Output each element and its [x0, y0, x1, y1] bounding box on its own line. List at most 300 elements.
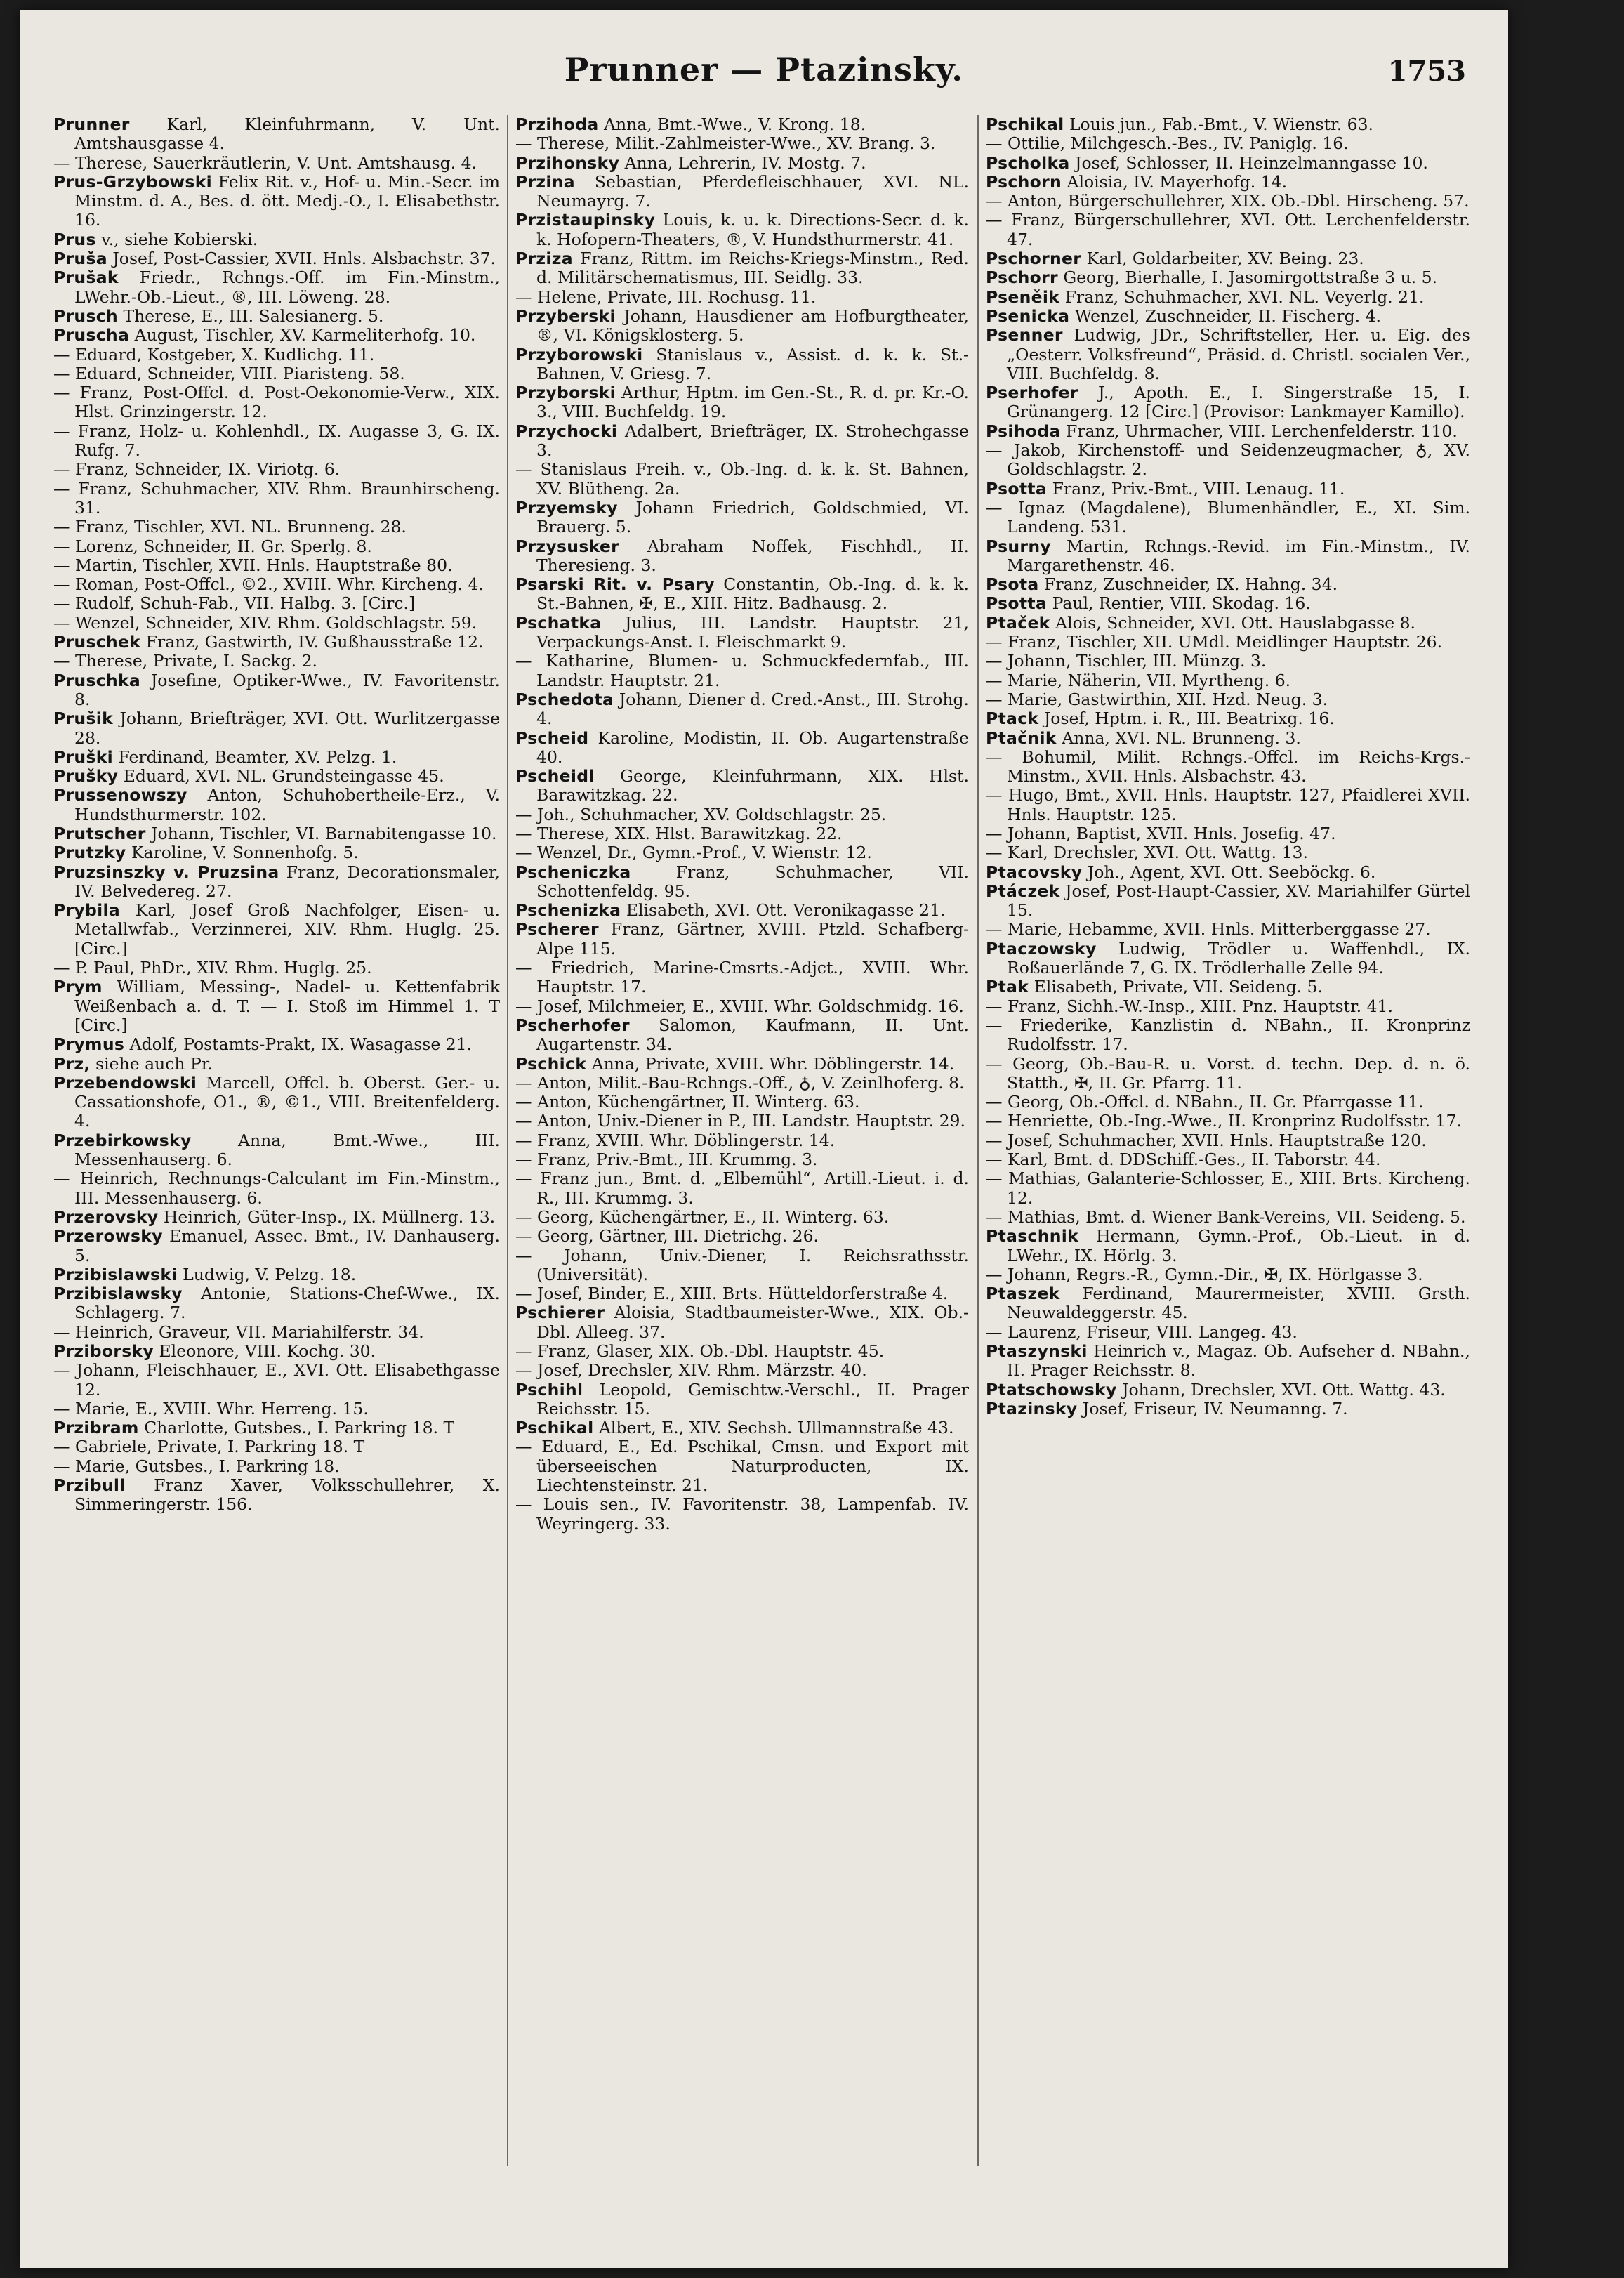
entry-details: J., Apoth. E., I. Singerstraße 15, I. Grünangerg. 12 [Circ.] (Provisor: Lankmayer Kamillo). [1007, 383, 1470, 422]
directory-entry [53, 1208, 500, 1227]
directory-entry [986, 422, 1470, 441]
entry-details: William, Messing-, Nadel- u. Kettenfabrik Weißenbach a. d. T. — I. Stoß im Himmel 1. T [Circ.] [74, 977, 500, 1035]
directory-entry [515, 1303, 969, 1342]
entry-details: Franz, Zuschneider, IX. Hahng. 34. [1044, 574, 1338, 595]
entry-details: Antonie, Stations-Chef-Wwe., IX. Schlagerg. 7. [74, 1284, 500, 1323]
entry-details: — Therese, Milit.-Zahlmeister-Wwe., XV. Brang. 3. [515, 133, 936, 154]
entry-details: Eleonore, VIII. Kochg. 30. [159, 1341, 376, 1361]
entry-details: — Johann, Regrs.-R., Gymn.-Dir., ✠, IX. Hörlgasse 3. [986, 1264, 1423, 1284]
directory-entry [515, 824, 969, 843]
entry-surname: Pschorner [986, 249, 1082, 269]
directory-entry [515, 901, 969, 920]
entry-details: — Johann, Tischler, III. Münzg. 3. [986, 651, 1267, 671]
entry-surname: Prušky [53, 766, 119, 786]
entry-details: Constantin, Ob.-Ing. d. k. k. St.-Bahnen, ✠, E., XIII. Hitz. Badhausg. 2. [536, 574, 969, 614]
directory-entry [986, 614, 1470, 633]
entry-details: Franz, Schuhmacher, VII. Schottenfeldg. 95. [536, 862, 969, 901]
directory-entry [986, 671, 1470, 690]
entry-surname: Pschikal [515, 1418, 594, 1438]
directory-entry [515, 499, 969, 537]
entry-surname: Psotta [986, 593, 1048, 614]
entry-surname: Ptaczowsky [986, 938, 1097, 959]
directory-entry [515, 1131, 969, 1150]
directory-entry [53, 173, 500, 230]
directory-entry [53, 843, 500, 862]
directory-entry [515, 345, 969, 384]
directory-entry [986, 920, 1470, 939]
entry-surname: Psurny [986, 536, 1051, 556]
entry-details: Karl, Josef Groß Nachfolger, Eisen- u. Metallwfab., Verzinnerei, XIV. Rhm. Huglg. 25. [Circ.] [74, 900, 500, 959]
entry-details: Franz, Priv.-Bmt., VIII. Lenaug. 11. [1052, 478, 1345, 499]
entry-details: Karoline, V. Sonnenhofg. 5. [131, 843, 359, 863]
directory-entry [986, 173, 1470, 192]
entry-surname: Prziborsky [53, 1341, 154, 1361]
directory-entry [515, 997, 969, 1016]
directory-entry [515, 1227, 969, 1246]
entry-details: Therese, E., III. Salesianerg. 5. [123, 305, 384, 326]
entry-details: — Josef, Drechsler, XIV. Rhm. Märzstr. 40. [515, 1360, 867, 1381]
directory-entry [515, 154, 969, 173]
entry-surname: Ptack [986, 709, 1039, 729]
directory-entry [515, 115, 969, 134]
entry-surname: Prušak [53, 268, 119, 288]
page-number: 1753 [1387, 55, 1466, 88]
entry-surname: Prus-Grzybowski [53, 171, 213, 192]
directory-entry [986, 1381, 1470, 1400]
entry-details: — Georg, Gärtner, III. Dietrichg. 26. [515, 1226, 819, 1246]
directory-entry [515, 767, 969, 805]
column-1 [53, 115, 500, 2166]
directory-entry [986, 1131, 1470, 1150]
entry-details: — Jakob, Kirchenstoff- und Seidenzeugmacher, ♁, XV. Goldschlagstr. 2. [986, 440, 1470, 480]
entry-details: Martin, Rchngs.-Revid. im Fin.-Minstm., IV. Margarethenstr. 46. [1007, 536, 1470, 575]
directory-entry [986, 307, 1470, 326]
directory-entry [515, 307, 969, 345]
directory-entry [515, 652, 969, 690]
entry-surname: Pschihl [515, 1379, 583, 1400]
directory-entry [986, 1150, 1470, 1169]
entry-surname: Prybila [53, 900, 121, 921]
directory-entry [515, 1074, 969, 1093]
entry-details: Felix Rit. v., Hof- u. Min.-Secr. im Minstm. d. A., Bes. d. ött. Medj.-O., I. Elisabethstr. 16. [74, 171, 500, 230]
entry-details: — Marie, Näherin, VII. Myrtheng. 6. [986, 670, 1291, 690]
directory-entry [53, 709, 500, 748]
entry-surname: Pschierer [515, 1303, 605, 1323]
directory-entry [53, 1457, 500, 1476]
entry-surname: Przyemsky [515, 497, 618, 518]
directory-entry [986, 1093, 1470, 1112]
entry-details: Ludwig, JDr., Schriftsteller, Her. u. Eig. des „Oesterr. Volksfreund“, Präsid. d. Christl. socialen Ver., VIII. Buchfeldg. 8. [1007, 325, 1470, 383]
entry-details: Franz, Gärtner, XVIII. Ptzld. Schafberg-Alpe 115. [536, 919, 969, 959]
directory-entry [515, 1112, 969, 1131]
directory-entry [515, 1150, 969, 1169]
entry-surname: Pscheidl [515, 766, 595, 786]
entry-details: — Josef, Schuhmacher, XVII. Hnls. Hauptstraße 120. [986, 1130, 1427, 1150]
directory-entry [53, 230, 500, 249]
entry-details: — Marie, Gastwirthin, XII. Hzd. Neug. 3. [986, 689, 1328, 709]
entry-surname: Psenicka [986, 305, 1070, 326]
directory-entry [986, 192, 1470, 211]
entry-details: — Karl, Drechsler, XVI. Ott. Wattg. 13. [986, 843, 1308, 863]
entry-details: — Laurenz, Friseur, VIII. Langeg. 43. [986, 1322, 1298, 1342]
directory-entry [515, 249, 969, 288]
entry-details: — Stanislaus Freih. v., Ob.-Ing. d. k. k. St. Bahnen, XV. Blütheng. 2a. [515, 459, 969, 499]
directory-entry [986, 1323, 1470, 1342]
entry-details: Anna, XVI. NL. Brunneng. 3. [1062, 727, 1301, 748]
directory-entry [515, 690, 969, 729]
directory-entry [53, 1055, 500, 1074]
entry-details: Karl, Goldarbeiter, XV. Being. 23. [1086, 249, 1364, 269]
directory-entry [53, 268, 500, 307]
entry-details: Karoline, Modistin, II. Ob. Augartenstraße 40. [536, 727, 969, 767]
directory-entry [53, 460, 500, 479]
entry-surname: Psihoda [986, 421, 1061, 441]
entry-surname: Pschorr [986, 268, 1058, 288]
entry-details: — Ottilie, Milchgesch.-Bes., IV. Paniglg. 16. [986, 133, 1349, 154]
directory-entry [515, 134, 969, 153]
entry-surname: Przibram [53, 1418, 139, 1438]
directory-entry [986, 1227, 1470, 1265]
directory-entry [986, 709, 1470, 728]
entry-surname: Pschorn [986, 171, 1062, 192]
entry-surname: Psotta [986, 478, 1048, 499]
entry-details: — Franz, Holz- u. Kohlenhdl., IX. Augasse 3, G. IX. Rufg. 7. [53, 421, 500, 461]
directory-entry [53, 556, 500, 575]
entry-surname: Ptacovsky [986, 862, 1083, 882]
entry-surname: Pruški [53, 746, 114, 767]
entry-details: — Therese, Sauerkräutlerin, V. Unt. Amtshausg. 4. [53, 152, 477, 173]
entry-surname: Przibislawski [53, 1264, 178, 1284]
directory-entry [515, 575, 969, 614]
entry-details: — Marie, E., XVIII. Whr. Herreng. 15. [53, 1398, 369, 1418]
entry-details: Johann, Hausdiener am Hofburgtheater, ®, VI. Königsklosterg. 5. [536, 305, 969, 345]
entry-details: — Martin, Tischler, XVII. Hnls. Hauptstraße 80. [53, 555, 453, 575]
directory-entry [986, 882, 1470, 921]
directory-entry [515, 1361, 969, 1380]
entry-details: Alois, Schneider, XVI. Ott. Hauslabgasse 8. [1055, 612, 1416, 633]
entry-details: Ferdinand, Maurermeister, XVIII. Grsth. Neuwaldeggerstr. 45. [1007, 1284, 1470, 1323]
entry-details: — Johann, Univ.-Diener, I. Reichsrathsstr. (Universität). [515, 1245, 969, 1284]
entry-surname: Pschick [515, 1053, 587, 1074]
directory-entry [53, 575, 500, 594]
column-divider [977, 115, 979, 2166]
directory-entry [53, 1265, 500, 1284]
entry-details: Franz, Rittm. im Reichs-Kriegs-Minstm., Red. d. Militärschematismus, III. Seidlg. 33. [536, 249, 969, 288]
directory-entry [986, 843, 1470, 862]
directory-entry [53, 748, 500, 767]
entry-surname: Pscheniczka [515, 862, 631, 882]
directory-entry [515, 1495, 969, 1534]
entry-details: Elisabeth, XVI. Ott. Veronikagasse 21. [626, 900, 946, 921]
entry-details: Heinrich, Güter-Insp., IX. Müllnerg. 13. [163, 1206, 496, 1227]
entry-details: Arthur, Hptm. im Gen.-St., R. d. pr. Kr.-O. 3., VIII. Buchfeldg. 19. [536, 383, 969, 422]
entry-surname: Ptaček [986, 612, 1050, 633]
directory-entry [986, 824, 1470, 843]
entry-surname: Prusch [53, 305, 118, 326]
entry-details: — Franz jun., Bmt. d. „Elbemühl“, Artill.-Lieut. i. d. R., III. Krummg. 3. [515, 1168, 969, 1208]
entry-details: — Franz, Post-Offcl. d. Post-Oekonomie-Verw., XIX. Hlst. Grinzingerstr. 12. [53, 383, 500, 422]
entry-surname: Przibull [53, 1475, 126, 1496]
entry-surname: Prym [53, 977, 103, 997]
directory-entry [515, 959, 969, 997]
entry-surname: Psenner [986, 325, 1063, 345]
directory-entry [986, 594, 1470, 613]
entry-surname: Psota [986, 574, 1039, 595]
directory-entry [53, 326, 500, 345]
directory-entry [53, 1342, 500, 1361]
entry-surname: Prutscher [53, 823, 146, 843]
entry-details: Abraham Noffek, Fischhdl., II. Theresieng. 3. [536, 536, 969, 575]
entry-surname: Przistaupinsky [515, 210, 656, 230]
directory-entry [986, 977, 1470, 996]
entry-details: — Josef, Milchmeier, E., XVIII. Whr. Goldschmidg. 16. [515, 996, 964, 1016]
directory-entry [515, 1284, 969, 1303]
entry-surname: Pscherer [515, 919, 599, 940]
entry-details: — Franz, Sichh.-W.-Insp., XIII. Pnz. Hauptstr. 41. [986, 996, 1393, 1016]
entry-details: August, Tischler, XV. Karmeliterhofg. 10. [134, 325, 476, 345]
directory-entry [986, 1342, 1470, 1381]
entry-details: — Eduard, Schneider, VIII. Piaristeng. 58. [53, 363, 405, 383]
entry-details: Charlotte, Gutsbes., I. Parkring 18. T [144, 1418, 455, 1438]
directory-entry [515, 1381, 969, 1419]
entry-surname: Ptazinsky [986, 1398, 1078, 1418]
directory-entry [53, 345, 500, 364]
directory-entry [986, 268, 1470, 287]
directory-entry [986, 537, 1470, 576]
entry-surname: Psarski Rit. v. Psary [515, 574, 715, 595]
entry-details: — Wenzel, Dr., Gymn.-Prof., V. Wienstr. 12. [515, 843, 872, 863]
entry-details: — Rudolf, Schuh-Fab., VII. Halbg. 3. [Circ.] [53, 593, 416, 614]
entry-details: Friedr., Rchngs.-Off. im Fin.-Minstm., LWehr.-Ob.-Lieut., ®, III. Löweng. 28. [74, 268, 500, 307]
entry-surname: Przebirkowsky [53, 1130, 192, 1150]
directory-entry [515, 920, 969, 959]
directory-entry [986, 1169, 1470, 1208]
directory-entry [53, 767, 500, 786]
directory-entry [53, 671, 500, 710]
entry-details: — Wenzel, Schneider, XIV. Rhm. Goldschlagstr. 59. [53, 612, 477, 633]
entry-surname: Przihoda [515, 115, 599, 134]
entry-details: Paul, Rentier, VIII. Skodag. 16. [1052, 593, 1311, 614]
directory-entry [53, 633, 500, 652]
entry-details: — Franz, Schuhmacher, XIV. Rhm. Braunhirscheng. 31. [53, 478, 500, 518]
entry-surname: Pserhofer [986, 383, 1078, 403]
entry-details: — Franz, Tischler, XVI. NL. Brunneng. 28. [53, 517, 407, 537]
directory-entry [515, 1208, 969, 1227]
entry-details: — Therese, Private, I. Sackg. 2. [53, 651, 318, 671]
directory-entry [515, 1418, 969, 1437]
directory-entry [515, 537, 969, 576]
directory-entry [986, 1016, 1470, 1055]
entry-details: Anna, Bmt.-Wwe., V. Krong. 18. [603, 115, 866, 134]
directory-entry [53, 1400, 500, 1418]
entry-details: siehe auch Pr. [95, 1053, 213, 1074]
directory-page [20, 10, 1508, 2268]
column-3 [986, 115, 1470, 2166]
directory-entry [53, 614, 500, 633]
entry-details: — Helene, Private, III. Rochusg. 11. [515, 287, 817, 307]
entry-details: Johann Friedrich, Goldschmied, VI. Brauerg. 5. [536, 497, 969, 537]
entry-details: — Joh., Schuhmacher, XV. Goldschlagstr. 25. [515, 804, 887, 824]
entry-details: — Georg, Küchengärtner, E., II. Winterg. 63. [515, 1206, 890, 1227]
entry-details: — Eduard, Kostgeber, X. Kudlichg. 11. [53, 344, 375, 364]
entry-details: — Bohumil, Milit. Rchngs.-Offcl. im Reichs-Krgs.-Minstm., XVII. Hnls. Alsbachstr. 43. [986, 746, 1470, 786]
entry-surname: Ptatschowsky [986, 1379, 1117, 1400]
entry-surname: Ptáczek [986, 881, 1060, 901]
entry-details: Salomon, Kaufmann, II. Unt. Augartenstr. 34. [536, 1015, 969, 1055]
entry-details: — Friedrich, Marine-Cmsrts.-Adjct., XVIII. Whr. Hauptstr. 17. [515, 958, 969, 997]
entry-details: — Mathias, Bmt. d. Wiener Bank-Vereins, VII. Seideng. 5. [986, 1206, 1466, 1227]
entry-details: — Katharine, Blumen- u. Schmuckfedernfab., III. Landstr. Hauptstr. 21. [515, 651, 969, 690]
directory-entry [515, 843, 969, 862]
directory-entry [515, 211, 969, 249]
entry-details: — Heinrich, Rechnungs-Calculant im Fin.-Minstm., III. Messenhauserg. 6. [53, 1168, 500, 1208]
directory-entry [515, 173, 969, 211]
directory-entry [986, 441, 1470, 480]
directory-entry [53, 383, 500, 422]
entry-details: — Louis sen., IV. Favoritenstr. 38, Lampenfab. IV. Weyringerg. 33. [515, 1494, 969, 1534]
directory-entry [53, 786, 500, 824]
entry-surname: Prušik [53, 709, 114, 729]
entry-details: Johann, Briefträger, XVI. Ott. Wurlitzergasse 28. [74, 709, 500, 748]
entry-details: Franz, Gastwirth, IV. Gußhausstraße 12. [145, 632, 484, 652]
entry-details: — Mathias, Galanterie-Schlosser, E., XIII. Brts. Kircheng. 12. [986, 1168, 1470, 1208]
directory-entry [53, 1074, 500, 1131]
entry-details: — Henriette, Ob.-Ing.-Wwe., II. Kronprinz Rudolfsstr. 17. [986, 1111, 1462, 1131]
directory-entry [53, 364, 500, 383]
entry-details: Josef, Post-Cassier, XVII. Hnls. Alsbachstr. 37. [112, 249, 496, 269]
entry-details: Sebastian, Pferdefleischhauer, XVI. NL. Neumayrg. 7. [536, 171, 969, 211]
entry-surname: Ptačnik [986, 727, 1057, 748]
entry-details: — Franz, XVIII. Whr. Döblingerstr. 14. [515, 1130, 836, 1150]
directory-entry [515, 1016, 969, 1055]
entry-details: — Johann, Baptist, XVII. Hnls. Josefig. 47. [986, 823, 1336, 843]
entry-details: — Franz, Schneider, IX. Viriotg. 6. [53, 459, 341, 480]
entry-surname: Pschenizka [515, 900, 621, 921]
directory-entry [53, 154, 500, 173]
entry-details: — Marie, Gutsbes., I. Parkring 18. [53, 1456, 340, 1476]
entry-details: — Heinrich, Graveur, VII. Mariahilferstr. 34. [53, 1322, 424, 1342]
directory-entry [986, 383, 1470, 422]
entry-details: Franz Xaver, Volksschullehrer, X. Simmeringerstr. 156. [74, 1475, 500, 1515]
entry-details: Adalbert, Briefträger, IX. Strohechgasse 3. [536, 421, 969, 461]
entry-details: Adolf, Postamts-Prakt, IX. Wasagasse 21. [129, 1034, 473, 1055]
directory-entry [53, 1227, 500, 1265]
directory-entry [53, 249, 500, 268]
entry-details: Louis jun., Fab.-Bmt., V. Wienstr. 63. [1069, 115, 1374, 134]
directory-entry [986, 499, 1470, 537]
entry-details: Josef, Hptm. i. R., III. Beatrixg. 16. [1043, 709, 1335, 729]
entry-details: Josef, Friseur, IV. Neumanng. 7. [1082, 1398, 1348, 1418]
entry-surname: Pscherhofer [515, 1015, 630, 1035]
directory-entry [53, 1169, 500, 1208]
directory-entry [986, 690, 1470, 709]
entry-details: Johann, Diener d. Cred.-Anst., III. Strohg. 4. [536, 689, 969, 729]
directory-entry [986, 480, 1470, 499]
entry-details: Ludwig, Trödler u. Waffenhdl., IX. Roßauerlände 7, G. IX. Trödlerhalle Zelle 94. [1007, 938, 1470, 978]
directory-entry [53, 115, 500, 154]
entry-surname: Pschedota [515, 689, 614, 709]
directory-entry [53, 959, 500, 977]
directory-entry [53, 1476, 500, 1515]
directory-entry [53, 1035, 500, 1054]
entry-details: Heinrich v., Magaz. Ob. Aufseher d. NBahn., II. Prager Reichsstr. 8. [1007, 1341, 1470, 1381]
entry-details: Franz, Schuhmacher, XVI. NL. Veyerlg. 21. [1064, 287, 1425, 307]
entry-surname: Ptaszynski [986, 1341, 1088, 1361]
entry-details: Stanislaus v., Assist. d. k. k. St.-Bahnen, V. Griesg. 7. [536, 344, 969, 383]
entry-surname: Przychocki [515, 421, 618, 441]
directory-entry [986, 1112, 1470, 1131]
directory-entry [515, 383, 969, 422]
entry-details: Josef, Post-Haupt-Cassier, XV. Mariahilfer Gürtel 15. [1007, 881, 1470, 921]
directory-entry [515, 1437, 969, 1495]
entry-surname: Pscholka [986, 152, 1070, 173]
directory-entry [53, 652, 500, 671]
directory-entry [53, 307, 500, 326]
directory-entry [53, 518, 500, 536]
entry-details: — Franz, Tischler, XII. UMdl. Meidlinger Hauptstr. 26. [986, 632, 1443, 652]
entry-surname: Przihonsky [515, 152, 620, 173]
entry-surname: Przyberski [515, 305, 616, 326]
directory-entry [515, 1055, 969, 1074]
column-2 [515, 115, 969, 2166]
entry-details: — Therese, XIX. Hlst. Barawitzkag. 22. [515, 823, 843, 843]
directory-entry [515, 288, 969, 307]
entry-details: — Franz, Glaser, XIX. Ob.-Dbl. Hauptstr. 45. [515, 1341, 885, 1361]
entry-surname: Przerowsky [53, 1226, 163, 1246]
entry-details: — Hugo, Bmt., XVII. Hnls. Hauptstr. 127, Pfaidlerei XVII. Hnls. Hauptstr. 125. [986, 785, 1470, 824]
directory-entry [53, 1323, 500, 1342]
directory-entry [53, 863, 500, 902]
directory-entry [515, 422, 969, 461]
entry-details: George, Kleinfuhrmann, XIX. Hlst. Barawitzkag. 22. [536, 766, 969, 805]
entry-details: Albert, E., XIV. Sechsh. Ullmannstraße 43. [598, 1418, 954, 1438]
directory-entry [515, 729, 969, 768]
entry-details: — Franz, Bürgerschullehrer, XVI. Ott. Lerchenfelderstr. 47. [986, 210, 1470, 249]
directory-entry [986, 1265, 1470, 1284]
directory-entry [986, 249, 1470, 268]
directory-entry [53, 824, 500, 843]
entry-surname: Przyborowski [515, 344, 643, 364]
entry-details: Franz, Decorationsmaler, IV. Belvederеg. 27. [74, 862, 500, 901]
entry-details: — Roman, Post-Offcl., ©2., XVIII. Whr. Kircheng. 4. [53, 574, 484, 595]
directory-entry [986, 1055, 1470, 1093]
directory-entry [53, 1284, 500, 1323]
entry-surname: Ptaszek [986, 1284, 1060, 1304]
directory-entry [986, 1208, 1470, 1227]
directory-entry [986, 115, 1470, 134]
entry-surname: Przerovsky [53, 1206, 159, 1227]
entry-surname: Pschatka [515, 612, 602, 633]
directory-entry [986, 748, 1470, 786]
entry-surname: Prymus [53, 1034, 125, 1055]
entry-details: Julius, III. Landstr. Hauptstr. 21, Verpackungs-Anst. I. Fleischmarkt 9. [536, 612, 969, 652]
running-title: Prunner — Ptazinsky. [564, 51, 964, 88]
entry-details: — Marie, Hebamme, XVII. Hnls. Mitterberggasse 27. [986, 919, 1431, 940]
entry-details: — Georg, Ob.-Bau-R. u. Vorst. d. techn. Dep. d. n. ö. Statth., ✠, II. Gr. Pfarrg. 11. [986, 1053, 1470, 1093]
entry-details: Georg, Bierhalle, I. Jasomirgottstraße 3 u. 5. [1063, 268, 1438, 288]
directory-entry [986, 652, 1470, 671]
entry-details: Anna, Lehrerin, IV. Mostg. 7. [624, 152, 866, 173]
entry-details: Leopold, Gemischtw.-Verschl., II. Prager Reichsstr. 15. [536, 1379, 969, 1418]
entry-details: Emanuel, Assec. Bmt., IV. Danhauserg. 5. [74, 1226, 500, 1265]
entry-surname: Przysusker [515, 536, 620, 556]
entry-surname: Pruzsinszky v. Pruzsina [53, 862, 279, 882]
entry-details: Johann, Tischler, VI. Barnabitengasse 10. [151, 823, 497, 843]
directory-entry [986, 997, 1470, 1016]
directory-entry [53, 594, 500, 613]
entry-details: Anton, Schuhobertheile-Erz., V. Hundsthurmerstr. 102. [74, 785, 500, 824]
directory-entry [986, 326, 1470, 383]
